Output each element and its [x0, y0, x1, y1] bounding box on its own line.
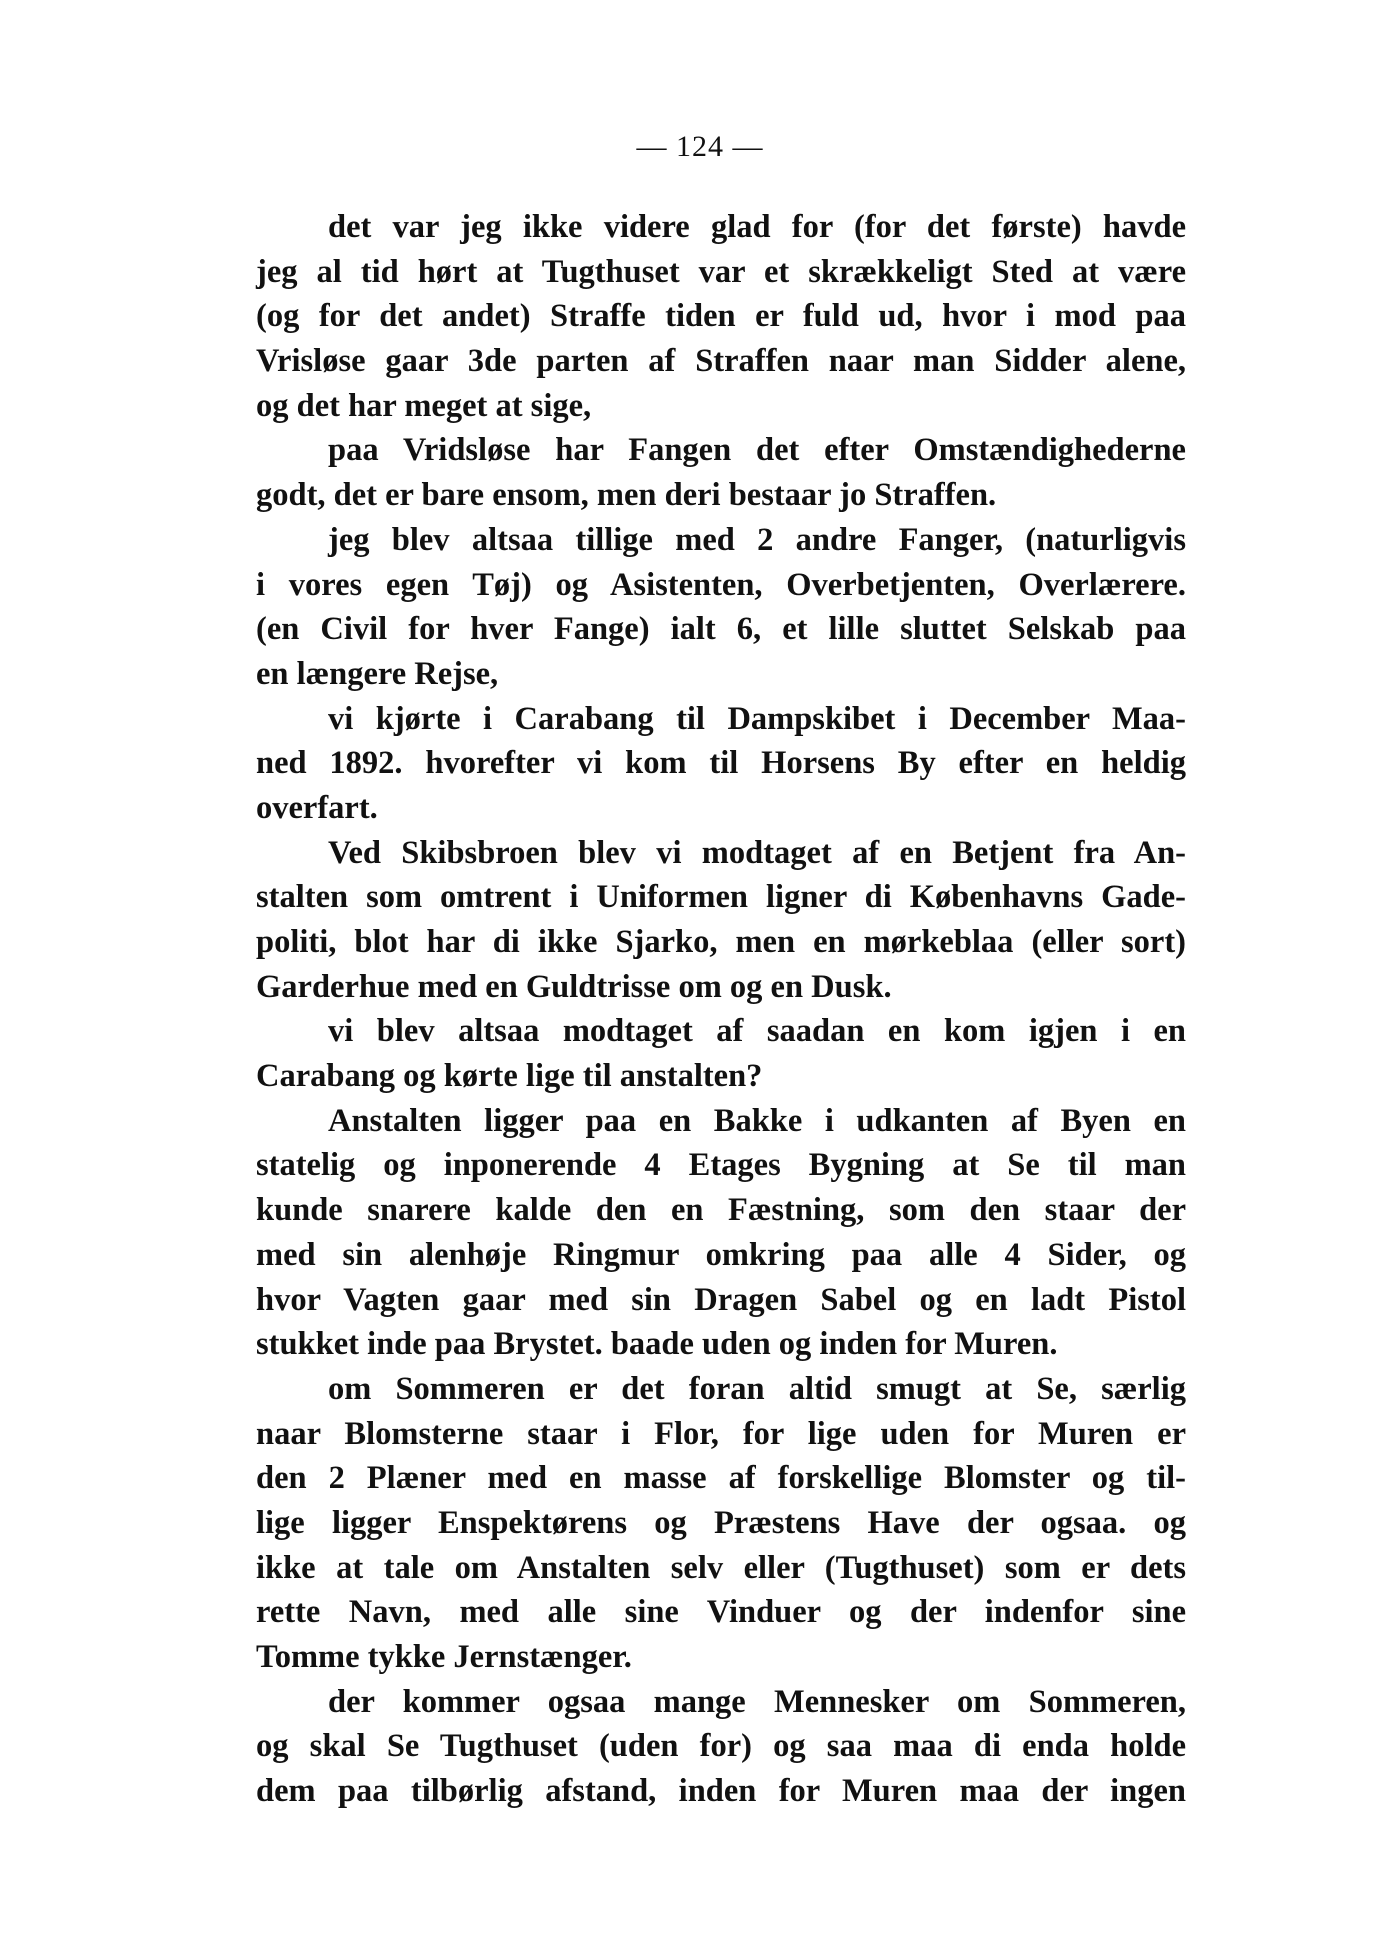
text-line: med sin alenhøje Ringmur omkring paa alle 4 Sider, og	[256, 1236, 1186, 1273]
text-line: (og for det andet) Straffe tiden er fuld ud, hvor i mod paa	[256, 298, 1186, 335]
text-line: den 2 Plæner med en masse af forskellige Blomster og til-	[256, 1460, 1186, 1497]
text-line: ned 1892. hvorefter vi kom til Horsens By efter en heldig	[256, 745, 1186, 782]
text-line: Tomme tykke Jernstænger.	[256, 1639, 632, 1675]
body-text	[256, 205, 1186, 1814]
text-line: kunde snarere kalde den en Fæstning, som den staar der	[256, 1192, 1186, 1229]
text-line: jeg al tid hørt at Tugthuset var et skrækkeligt Sted at være	[256, 253, 1186, 290]
text-line: Carabang og kørte lige til anstalten?	[256, 1058, 763, 1095]
page-number: — 124 —	[636, 130, 764, 163]
text-line: om Sommeren er det foran altid smugt at Se, særlig	[328, 1370, 1186, 1407]
text-line: Garderhue med en Guldtrisse om og en Dusk.	[256, 968, 892, 1005]
text-line: stalten som omtrent i Uniformen ligner di Københavns Gade-	[256, 879, 1186, 916]
text-line: naar Blomsterne staar i Flor, for lige uden for Muren er	[256, 1415, 1186, 1452]
text-line: vi blev altsaa modtaget af saadan en kom igjen i en	[328, 1013, 1186, 1050]
text-line: lige ligger Enspektørens og Præstens Have der ogsaa. og	[256, 1504, 1186, 1541]
text-line: godt, det er bare ensom, men deri bestaar jo Straffen.	[256, 477, 997, 514]
text-line: ikke at tale om Anstalten selv eller (Tugthuset) som er dets	[256, 1549, 1186, 1586]
text-line: politi, blot har di ikke Sjarko, men en mørkeblaa (eller sort)	[256, 924, 1186, 960]
text-line: statelig og inponerende 4 Etages Bygning at Se til man	[256, 1147, 1186, 1184]
text-line: Vrisløse gaar 3de parten af Straffen naar man Sidder alene,	[256, 343, 1186, 380]
text-line: Ved Skibsbroen blev vi modtaget af en Betjent fra An-	[328, 834, 1186, 871]
text-line: i vores egen Tøj) og Asistenten, Overbetjenten, Overlærere.	[256, 566, 1186, 603]
text-line: overfart.	[256, 789, 378, 826]
text-line: en længere Rejse,	[256, 655, 499, 692]
text-line: stukket inde paa Brystet. baade uden og inden for Muren.	[256, 1326, 1058, 1363]
text-line: paa Vridsløse har Fangen det efter Omstændighederne	[328, 432, 1186, 469]
text-line: det var jeg ikke videre glad for (for det første) havde	[328, 209, 1186, 245]
text-line: og skal Se Tugthuset (uden for) og saa maa di enda holde	[256, 1728, 1186, 1765]
text-line: der kommer ogsaa mange Mennesker om Sommeren,	[328, 1683, 1186, 1720]
text-line: Anstalten ligger paa en Bakke i udkanten af Byen en	[328, 1102, 1186, 1139]
text-line: dem paa tilbørlig afstand, inden for Muren maa der ingen	[256, 1773, 1186, 1810]
text-line: (en Civil for hver Fange) ialt 6, et lille sluttet Selskab paa	[256, 611, 1186, 648]
text-line: rette Navn, med alle sine Vinduer og der indenfor sine	[256, 1594, 1186, 1631]
text-line: og det har meget at sige,	[256, 387, 592, 424]
text-line: vi kjørte i Carabang til Dampskibet i December Maa-	[328, 700, 1186, 737]
text-line: hvor Vagten gaar med sin Dragen Sabel og en ladt Pistol	[256, 1281, 1186, 1318]
text-line: jeg blev altsaa tillige med 2 andre Fanger, (naturligvis	[328, 521, 1186, 558]
